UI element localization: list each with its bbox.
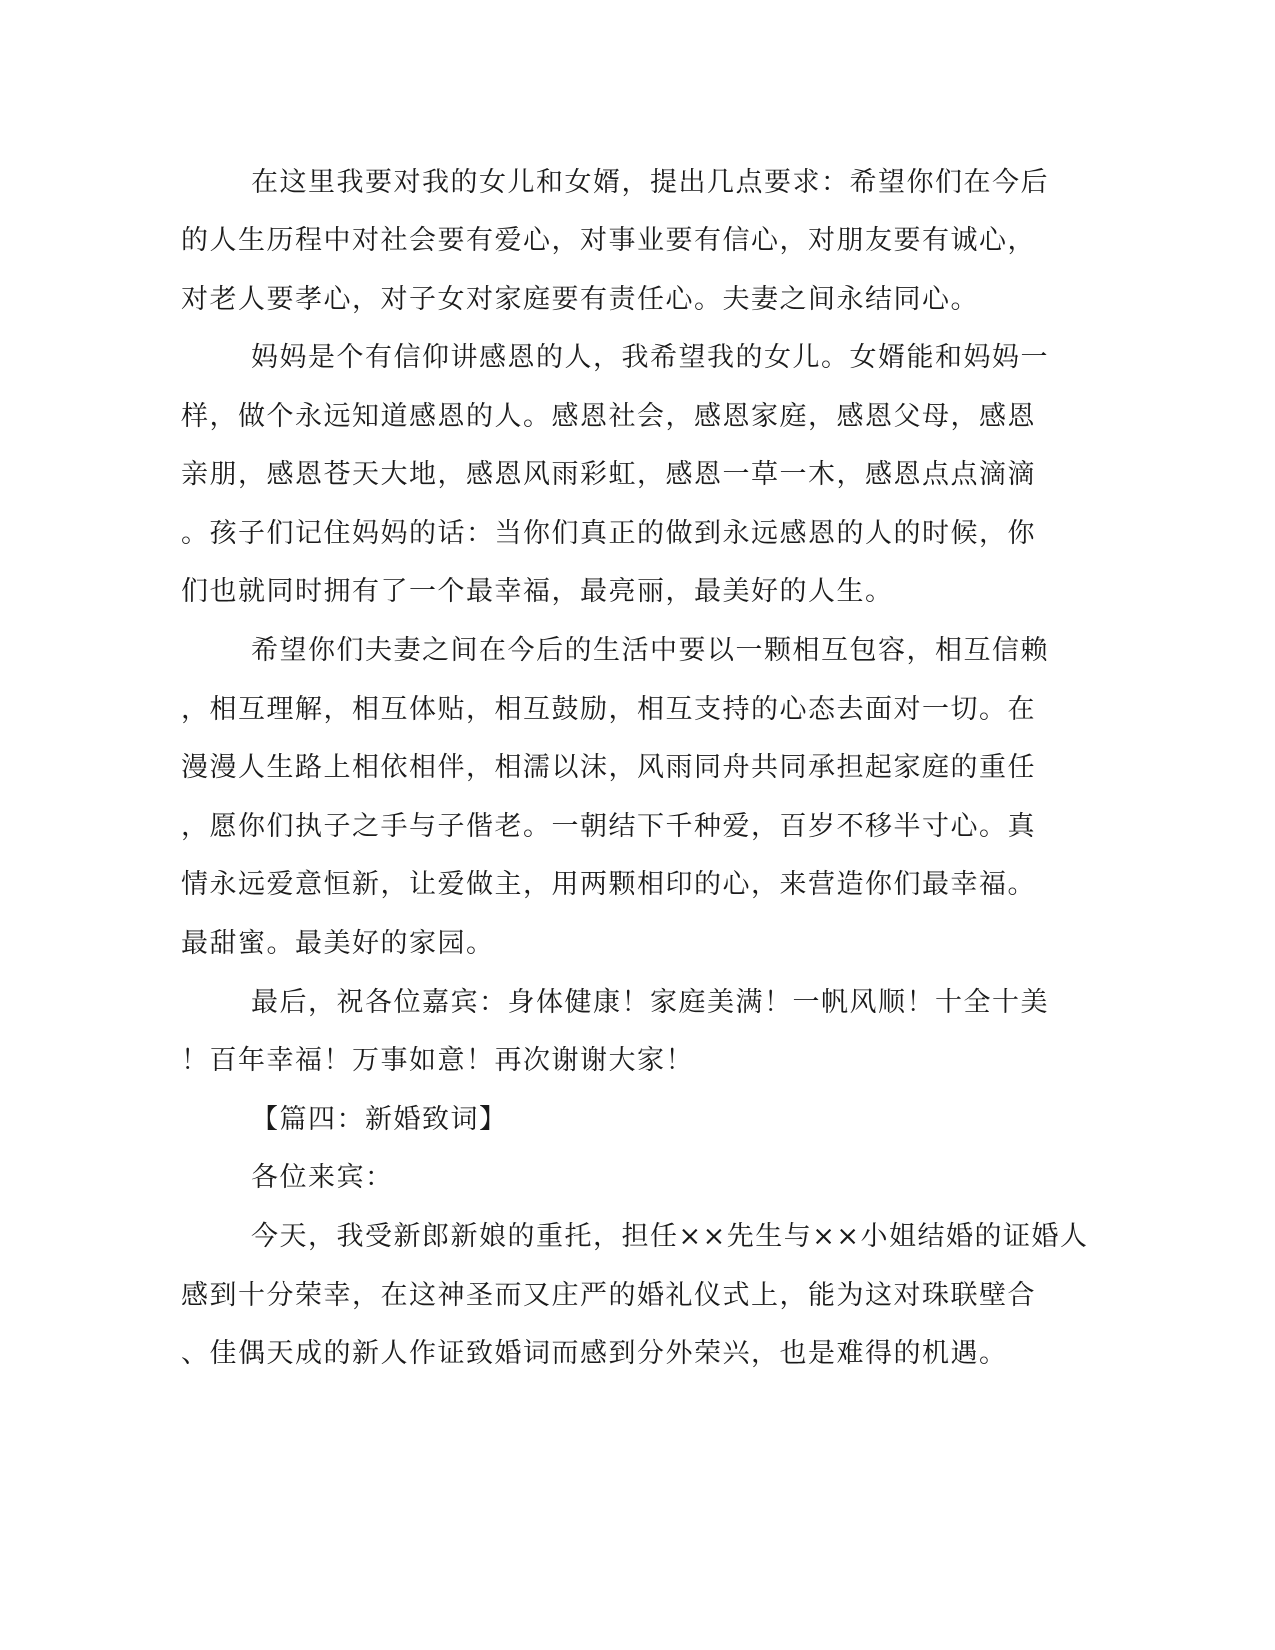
paragraph-3-line-4: ，愿你们执子之手与子偕老。一朝结下千种爱，百岁不移半寸心。真 [181,811,1036,842]
paragraph-3-line-2: ，相互理解，相互体贴，相互鼓励，相互支持的心态去面对一切。在 [181,694,1036,725]
paragraph-2-line-1: 妈妈是个有信仰讲感恩的人，我希望我的女儿。女婿能和妈妈一 [251,342,1049,373]
paragraph-2-line-2: 样，做个永远知道感恩的人。感恩社会，感恩家庭，感恩父母，感恩 [181,401,1036,432]
paragraph-3-line-6: 最甜蜜。最美好的家园。 [181,928,495,959]
section-heading: 【篇四：新婚致词】 [251,1104,508,1135]
paragraph-1-line-3: 对老人要孝心，对子女对家庭要有责任心。夫妻之间永结同心。 [181,284,979,315]
paragraph-2-line-3: 亲朋，感恩苍天大地，感恩风雨彩虹，感恩一草一木，感恩点点滴滴 [181,459,1036,490]
paragraph-4-line-1: 最后，祝各位嘉宾：身体健康！家庭美满！一帆风顺！十全十美 [251,987,1049,1018]
paragraph-4-line-2: ！百年幸福！万事如意！再次谢谢大家！ [181,1045,694,1076]
paragraph-3-line-1: 希望你们夫妻之间在今后的生活中要以一颗相互包容，相互信赖 [251,635,1049,666]
paragraph-2-line-4: 。孩子们记住妈妈的话：当你们真正的做到永远感恩的人的时候，你 [181,518,1036,549]
paragraph-3-line-5: 情永远爱意恒新，让爱做主，用两颗相印的心，来营造你们最幸福。 [181,869,1036,900]
paragraph-2-line-5: 们也就同时拥有了一个最幸福，最亮丽，最美好的人生。 [181,576,894,607]
paragraph-3-line-3: 漫漫人生路上相依相伴，相濡以沫，风雨同舟共同承担起家庭的重任 [181,752,1036,783]
paragraph-5-line-3: 、佳偶天成的新人作证致婚词而感到分外荣兴，也是难得的机遇。 [181,1338,1008,1369]
paragraph-1-line-1: 在这里我要对我的女儿和女婿，提出几点要求：希望你们在今后 [251,167,1049,198]
paragraph-5-line-1: 今天，我受新郎新娘的重托，担任××先生与××小姐结婚的证婚人 [251,1221,1089,1252]
paragraph-1-line-2: 的人生历程中对社会要有爱心，对事业要有信心，对朋友要有诚心， [181,225,1036,256]
paragraph-5-line-2: 感到十分荣幸，在这神圣而又庄严的婚礼仪式上，能为这对珠联壁合 [181,1280,1036,1311]
salutation: 各位来宾： [251,1162,394,1193]
